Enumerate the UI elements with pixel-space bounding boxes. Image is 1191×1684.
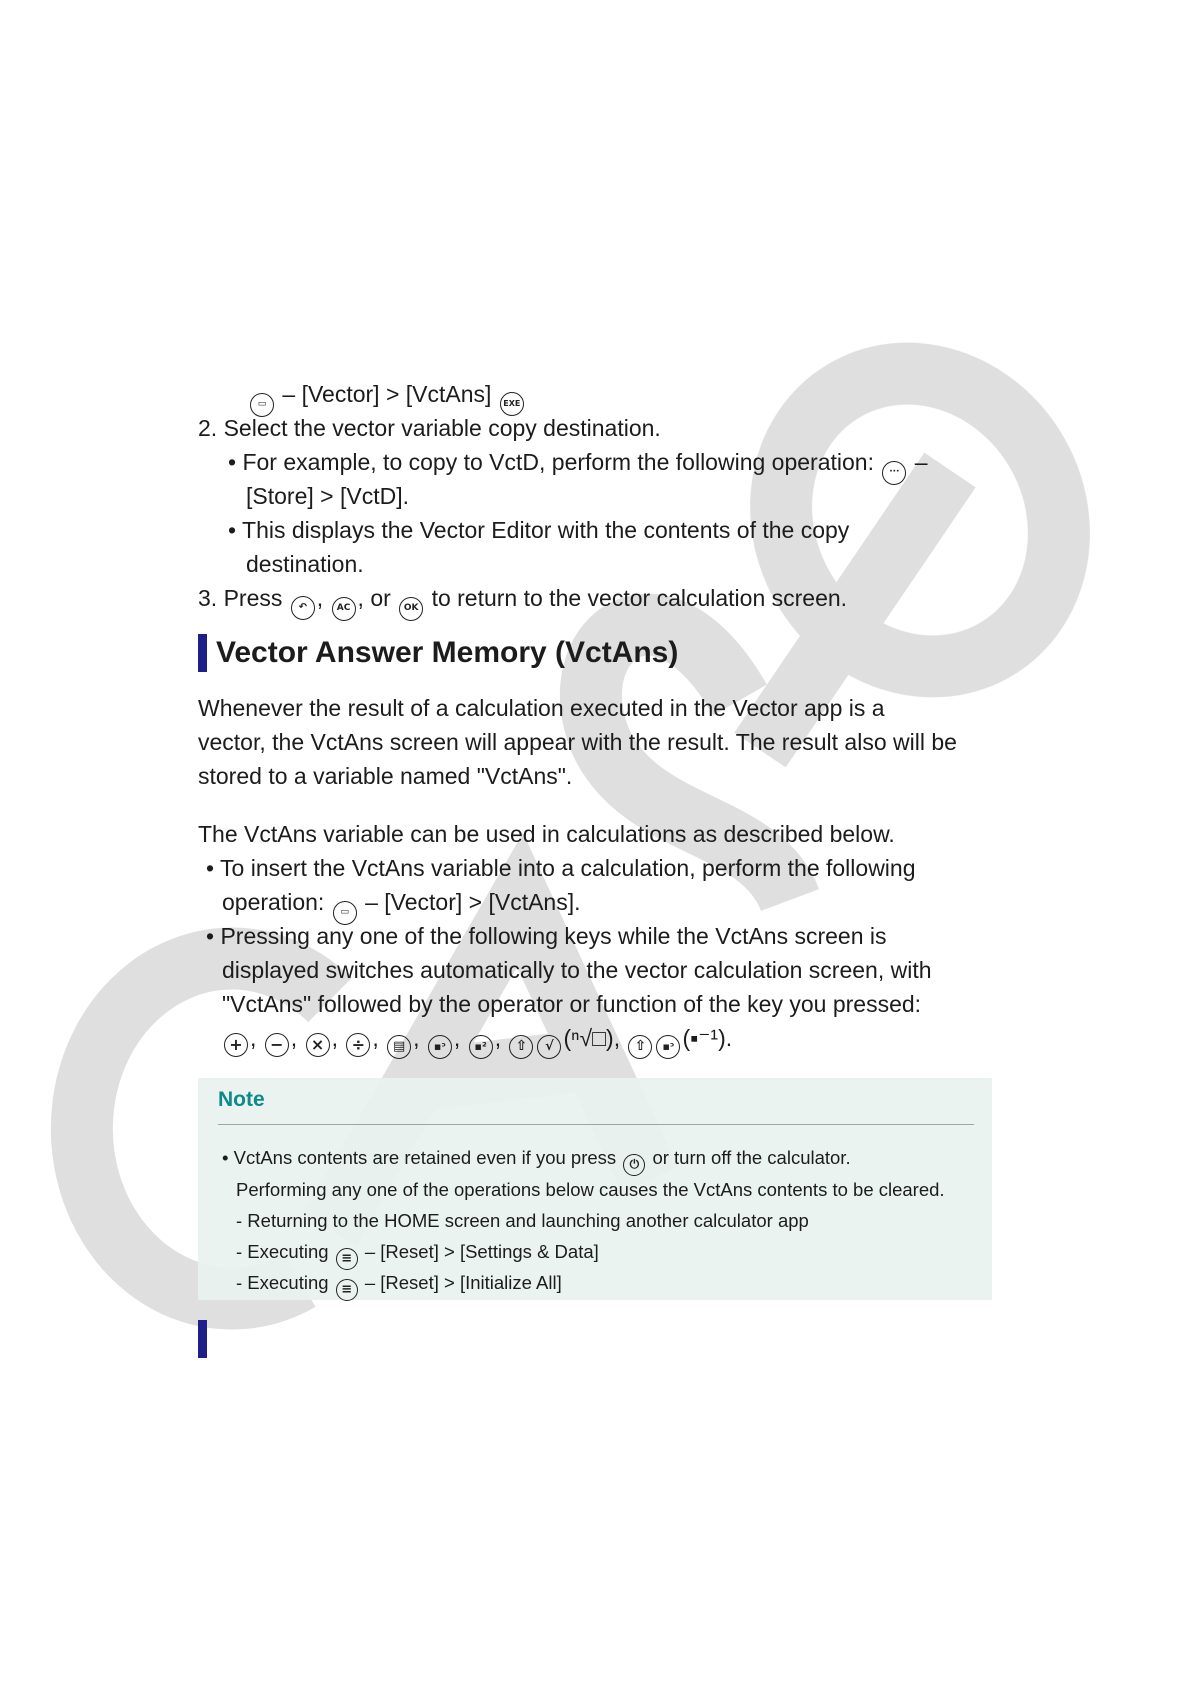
- plus-key-icon: +: [224, 1033, 248, 1057]
- para1-line1: Whenever the result of a calculation executed in the Vector app is a: [198, 695, 885, 721]
- note-title: Note: [218, 1088, 265, 1111]
- square-key-icon: ▪²: [469, 1035, 493, 1059]
- shift-key-icon: ⇧: [628, 1035, 652, 1059]
- shift-key-icon: ⇧: [509, 1035, 533, 1059]
- note-line1: [222, 1146, 851, 1176]
- step3: [198, 584, 847, 621]
- note-line1-text: • VctAns contents are retained even if you press: [222, 1147, 617, 1168]
- step2-bullet2-cont: destination.: [246, 551, 364, 577]
- note-line4-text: - Executing: [236, 1241, 329, 1262]
- step3-press: 3. Press: [198, 585, 283, 611]
- ac-key-icon: AC: [332, 597, 356, 621]
- step1-operation: [248, 380, 526, 417]
- catalog-key-icon: ▭: [250, 393, 274, 417]
- note-line1-end: or turn off the calculator.: [652, 1147, 851, 1168]
- power-button-icon: ⏻: [623, 1154, 645, 1176]
- step3-text: to return to the vector calculation screen.: [431, 585, 848, 611]
- sep: ,: [494, 1025, 502, 1051]
- note-line4-end: – [Reset] > [Settings & Data]: [364, 1241, 599, 1262]
- note-line5-text: - Executing: [236, 1272, 329, 1293]
- para2-bullet2-line2: displayed switches automatically to the vector calculation screen, with: [222, 957, 932, 983]
- next-heading-bar: [198, 1320, 207, 1358]
- sep: ,: [453, 1025, 461, 1051]
- exe-key-icon: EXE: [500, 392, 524, 416]
- sep: ,: [250, 1025, 257, 1051]
- root-label: (ⁿ√□): [563, 1025, 614, 1051]
- step1-text: – [Vector] > [VctAns]: [282, 381, 492, 407]
- para2-bullet1-line1: • To insert the VctAns variable into a calculation, perform the following: [206, 855, 916, 881]
- step3-comma: ,: [316, 585, 324, 611]
- sep: ,: [372, 1025, 379, 1051]
- section-heading: Vector Answer Memory (VctAns): [198, 634, 678, 672]
- catalog-key-icon: ▭: [333, 901, 357, 925]
- tools-key-icon: ···: [882, 461, 906, 485]
- ok-key-icon: OK: [399, 597, 423, 621]
- settings-key-icon: ≡: [336, 1279, 358, 1301]
- para1-line2: vector, the VctAns screen will appear with the result. The result also will be: [198, 729, 957, 755]
- step2-bullet2: • This displays the Vector Editor with the contents of the copy: [228, 517, 850, 543]
- step3-or: , or: [357, 585, 391, 611]
- note-line5-end: – [Reset] > [Initialize All]: [364, 1272, 562, 1293]
- note-divider: [218, 1124, 974, 1125]
- power-key-icon: ▪ᵓ: [428, 1035, 452, 1059]
- note-line2: Performing any one of the operations below causes the VctAns contents to be cleared.: [236, 1179, 945, 1200]
- times-key-icon: ×: [306, 1033, 330, 1057]
- inverse-label: (▪⁻¹).: [682, 1025, 733, 1051]
- para2-operation-text: – [Vector] > [VctAns].: [365, 889, 581, 915]
- para2-bullet2-line3: "VctAns" followed by the operator or function of the key you pressed:: [222, 991, 922, 1017]
- fraction-key-icon: ▤: [387, 1035, 411, 1059]
- minus-key-icon: −: [265, 1033, 289, 1057]
- step2-bullet1: [228, 448, 928, 485]
- back-key-icon: ↶: [291, 596, 315, 620]
- para2-bullet1-line2: [222, 888, 581, 925]
- sep: ,: [331, 1025, 338, 1051]
- key-sequence: [222, 1024, 732, 1059]
- step2-text: 2. Select the vector variable copy destination.: [198, 415, 661, 441]
- note-box: [198, 1078, 992, 1300]
- step2-bullet1-text: • For example, to copy to VctD, perform the following operation:: [228, 449, 874, 475]
- power-key-icon: ▪ᵓ: [656, 1035, 680, 1059]
- step2-bullet1-dash: –: [914, 449, 928, 475]
- sep: ,: [290, 1025, 298, 1051]
- step2-bullet1-cont: [Store] > [VctD].: [246, 483, 409, 509]
- para1-line3: stored to a variable named "VctAns".: [198, 763, 573, 789]
- note-line4: [236, 1240, 599, 1270]
- sep: ,: [413, 1025, 420, 1051]
- para2-intro: The VctAns variable can be used in calculations as described below.: [198, 821, 895, 847]
- note-line3: - Returning to the HOME screen and launching another calculator app: [236, 1210, 809, 1231]
- note-line5: [236, 1271, 562, 1301]
- para2-bullet2-line1: • Pressing any one of the following keys while the VctAns screen is: [206, 923, 887, 949]
- sep: ,: [613, 1025, 621, 1051]
- divide-key-icon: ÷: [346, 1033, 370, 1057]
- para2-operation-label: operation:: [222, 889, 325, 915]
- sqrt-key-icon: √: [537, 1035, 561, 1059]
- settings-key-icon: ≡: [336, 1248, 358, 1270]
